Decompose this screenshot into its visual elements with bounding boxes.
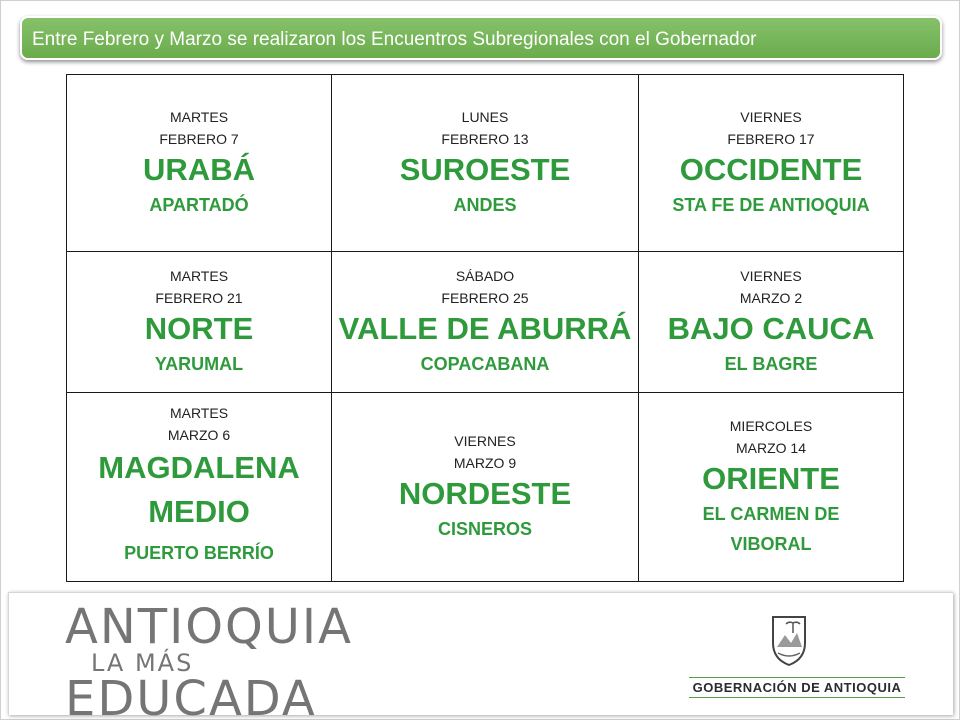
cell-day: MARTES — [169, 405, 229, 421]
cell-day: VIERNES — [454, 433, 516, 449]
cell-date: FEBRERO 7 — [159, 131, 239, 147]
cell-date: FEBRERO 13 — [441, 131, 529, 147]
cell-town: PUERTO BERRÍO — [124, 543, 274, 563]
cell-town: ANDES — [453, 195, 517, 215]
cell-town: CISNEROS — [437, 519, 533, 539]
schedule-cell-magdalena-medio — [67, 393, 332, 582]
table-row — [67, 75, 904, 252]
cell-day: VIERNES — [740, 109, 802, 125]
cell-date: MARZO 2 — [739, 290, 803, 306]
cell-day: LUNES — [461, 109, 509, 125]
schedule-cell-valle-de-aburra — [332, 252, 639, 393]
cell-date: MARZO 9 — [453, 455, 517, 471]
cell-region-line2: MEDIO — [148, 494, 250, 529]
cell-day: MIERCOLES — [729, 418, 813, 434]
cell-town: COPACABANA — [420, 354, 550, 374]
cell-region: VALLE DE ABURRÁ — [338, 311, 632, 346]
title-banner: Entre Febrero y Marzo se realizaron los Encuentros Subregionales con el Gobernador — [20, 16, 942, 60]
schedule-cell-occidente — [639, 75, 904, 252]
schedule-cell-norte — [67, 252, 332, 393]
cell-region-line1: MAGDALENA — [98, 450, 300, 485]
cell-day: MARTES — [169, 268, 229, 284]
cell-date: FEBRERO 21 — [155, 290, 243, 306]
cell-town-line1: EL CARMEN DE — [702, 504, 840, 524]
logo-line-antioquia: ANTIOQUIA — [65, 599, 353, 655]
cell-region: SUROESTE — [399, 152, 571, 187]
gobernacion-label: GOBERNACIÓN DE ANTIOQUIA — [689, 677, 905, 698]
cell-region: URABÁ — [143, 152, 255, 187]
cell-town: YARUMAL — [154, 354, 244, 374]
cell-region: OCCIDENTE — [679, 152, 863, 187]
cell-town: EL BAGRE — [724, 354, 818, 374]
schedule-cell-suroeste — [332, 75, 639, 252]
cell-date: MARZO 6 — [167, 427, 231, 443]
cell-region: NORTE — [144, 311, 254, 346]
schedule-cell-oriente — [639, 393, 904, 582]
cell-region: ORIENTE — [702, 461, 840, 496]
cell-town: STA FE DE ANTIOQUIA — [672, 195, 870, 215]
logo-line-la-mas: LA MÁS — [91, 649, 194, 677]
antioquia-educada-logo — [65, 599, 353, 727]
coat-of-arms-icon — [769, 613, 809, 667]
cell-day: VIERNES — [740, 268, 802, 284]
schedule-table — [66, 74, 904, 582]
cell-date: MARZO 14 — [735, 440, 806, 456]
cell-town: APARTADÓ — [149, 195, 249, 215]
schedule-cell-uraba — [67, 75, 332, 252]
logo-line-educada: EDUCADA — [65, 671, 317, 727]
cell-day: SÁBADO — [455, 268, 515, 284]
footer-panel — [8, 592, 953, 727]
cell-day: MARTES — [169, 109, 229, 125]
table-row — [67, 252, 904, 393]
cell-region: NORDESTE — [398, 476, 572, 511]
cell-region: BAJO CAUCA — [667, 311, 875, 346]
schedule-cell-nordeste — [332, 393, 639, 582]
cell-town-line2: VIBORAL — [730, 534, 812, 554]
schedule-cell-bajo-cauca — [639, 252, 904, 393]
cell-date: FEBRERO 17 — [727, 131, 815, 147]
cell-date: FEBRERO 25 — [441, 290, 529, 306]
table-row — [67, 393, 904, 582]
